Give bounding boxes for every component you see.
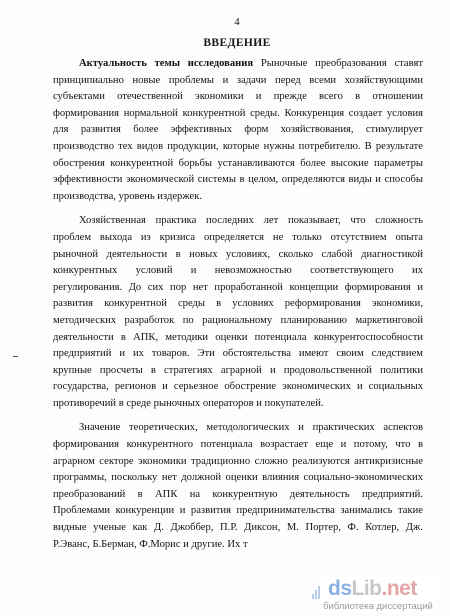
text-line: государства, регионов и серьезное обострение экономических и социальных bbox=[53, 381, 423, 393]
text-line bbox=[53, 56, 423, 73]
paragraph-3 bbox=[53, 420, 423, 553]
margin-mark bbox=[13, 356, 18, 357]
paragraph-2 bbox=[53, 213, 423, 412]
text-line: предприятий и их товаров. Эти обстоятельства имеют своим следствием bbox=[53, 348, 423, 360]
text-line: программы, поскольку нет должной оценки влияния социально-экономических bbox=[53, 472, 423, 484]
body-text bbox=[53, 56, 423, 553]
paragraph-gap bbox=[53, 412, 423, 420]
bold-lead: Актуальность темы исследования bbox=[79, 58, 254, 69]
text-line: формирования нормальной конкурентной среды. Конкуренция создает условия bbox=[53, 107, 423, 119]
text-line: методических разработок по рациональному планированию маркетинговой bbox=[53, 314, 423, 326]
text-line: противоречий в среде рыночных операторов и покупателей. bbox=[53, 397, 324, 409]
text-line: принципиально новые проблемы и задачи перед всеми хозяйствующими bbox=[53, 74, 423, 86]
text-line: обострения конкурентной борьбы устанавливаются более высокие параметры bbox=[53, 157, 423, 169]
text-line: регулирования. До сих пор нет проработанной концепции формирования и bbox=[53, 281, 423, 293]
text-line: проблем выхода из кризиса определяется не только отсутствием опыта bbox=[53, 231, 423, 243]
text-line: формирования конкурентного потенциала возрастает еще и потому, что в bbox=[53, 439, 423, 451]
text-line: видные ученые как Д. Джоббер, П.Р. Диксон, М. Портер, Ф. Котлер, Дж. bbox=[53, 522, 423, 534]
watermark-logo bbox=[320, 577, 438, 613]
page-number: 4 bbox=[234, 17, 240, 28]
text-line: развития конкурентной среды в условиях реформирования экономики, bbox=[53, 298, 423, 310]
text-line: для развития более эффективных форм хозяйствования, стимулирует bbox=[53, 124, 423, 136]
paragraph-gap bbox=[53, 205, 423, 213]
paragraph-1 bbox=[53, 56, 423, 205]
text-line: производства, уровень издержек. bbox=[53, 190, 203, 202]
text-line: производство тех видов продукции, которые нужны потребителю. В результате bbox=[53, 140, 423, 152]
text-line: преобразований в АПК на конкурентную деятельность предприятий. bbox=[53, 488, 423, 500]
text-line: крупные просчеты в стратегиях аграрной и продовольственной политики bbox=[53, 364, 423, 376]
text-line: Р.Эванс, Б.Берман, Ф.Морис и другие. Их т bbox=[53, 538, 248, 550]
text-line: Хозяйственная практика последних лет показывает, что сложность bbox=[79, 215, 423, 227]
text-run: Рыночные преобразования ставят bbox=[253, 58, 423, 69]
section-heading: ВВЕДЕНИЕ bbox=[203, 37, 271, 49]
text-line: деятельности в АПК, методики оценки потенциала конкурентоспособности bbox=[53, 331, 423, 343]
bars-icon bbox=[312, 585, 324, 599]
watermark-brand: dsLib.net bbox=[328, 577, 417, 600]
text-line: Проблемами конкуренции и развития предпринимательства занимались такие bbox=[53, 505, 423, 517]
text-line: аграрном секторе экономики традиционно сложно реализуются антикризисные bbox=[53, 455, 423, 467]
text-line: эффективности экономической системы в целом, определяются виды и способы bbox=[53, 174, 423, 186]
text-line: Значение теоретических, методологических и практических аспектов bbox=[79, 422, 423, 434]
watermark-tagline: библиотека диссертаций bbox=[323, 601, 433, 612]
text-line: конкурентных условий и невозможностью соответствующего их bbox=[53, 265, 423, 277]
text-line: рыночной деятельности в новых условиях, сколько слабой диагностикой bbox=[53, 248, 423, 260]
text-line: субъектами отечественной экономики и прежде всего в отношении bbox=[53, 91, 423, 103]
